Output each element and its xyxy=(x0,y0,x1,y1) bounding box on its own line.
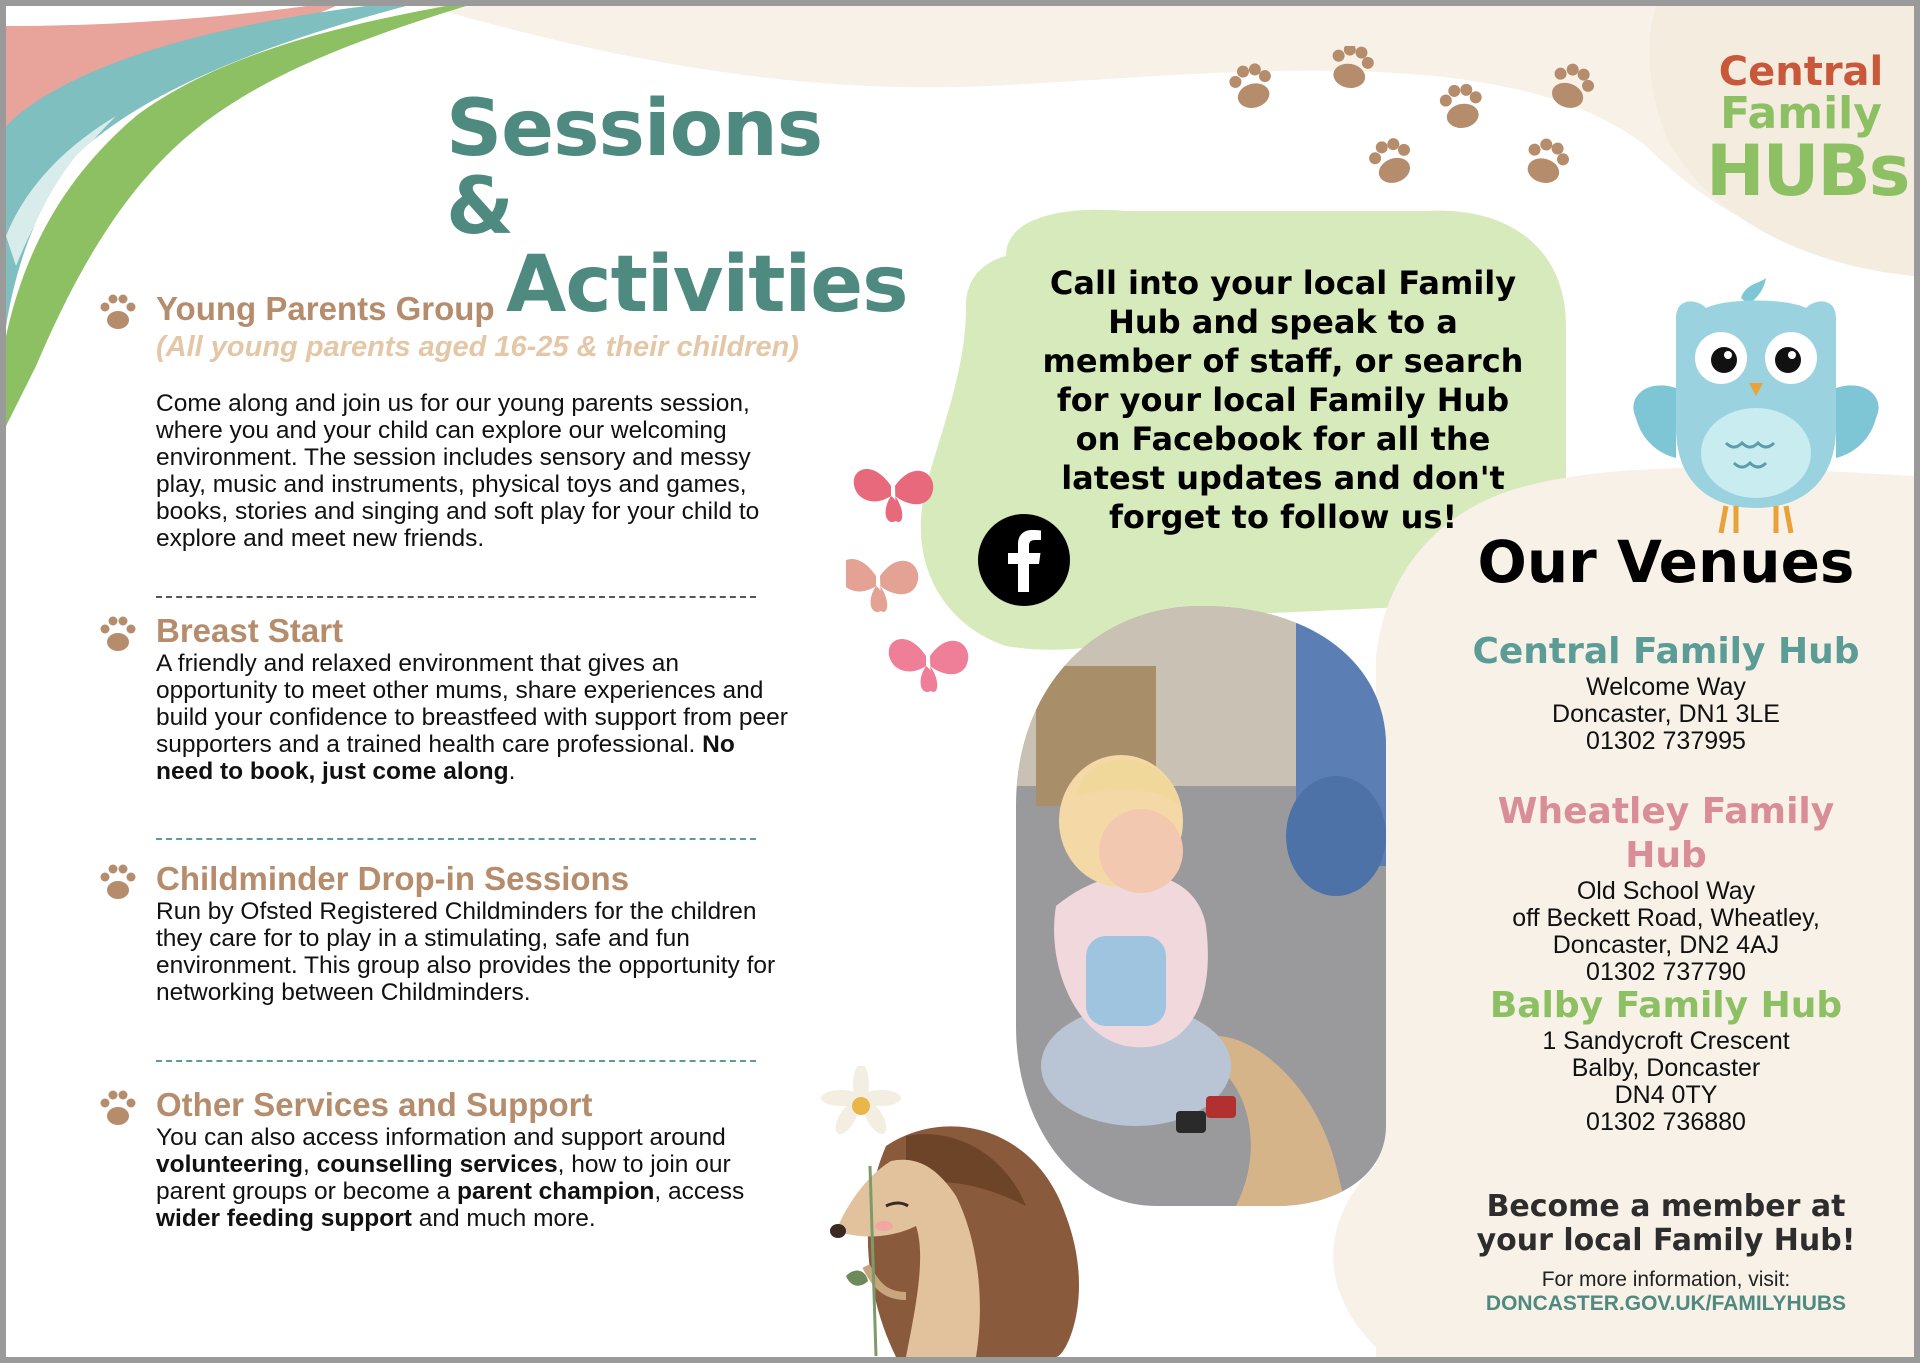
paw-icon xyxy=(100,292,136,332)
title-line-1: Sessions & xyxy=(446,84,823,252)
section-young-parents xyxy=(100,290,800,552)
venue-name: Wheatley Family Hub xyxy=(1497,791,1835,876)
body-bold-text: parent champion xyxy=(457,1178,655,1205)
butterflies-decoration xyxy=(846,446,976,696)
section-breast-start xyxy=(100,612,800,785)
body-bold-text: counselling services xyxy=(316,1151,558,1178)
section-heading: Childminder Drop-in Sessions xyxy=(156,860,630,897)
venues-title: Our Venues xyxy=(1477,528,1855,596)
body-text: , access xyxy=(654,1178,745,1205)
logo-line-central: Central xyxy=(1718,49,1884,95)
body-bold-text: volunteering xyxy=(156,1151,304,1178)
venue-name: Central Family Hub xyxy=(1472,631,1860,672)
venue-address-line: Old School Way xyxy=(1576,877,1756,905)
section-heading: Other Services and Support xyxy=(156,1086,593,1123)
facebook-icon[interactable] xyxy=(976,512,1072,608)
venue-address-line: Doncaster, DN1 3LE xyxy=(1552,700,1780,728)
venue-phone: 01302 737790 xyxy=(1586,958,1746,986)
venue-balby xyxy=(1451,984,1881,1136)
section-subheading: (All young parents aged 16-25 & their children) xyxy=(156,331,799,363)
section-other-services xyxy=(100,1086,800,1232)
section-heading: Young Parents Group xyxy=(156,290,495,327)
venue-phone: 01302 736880 xyxy=(1586,1108,1746,1136)
page-title xyxy=(446,84,908,330)
body-bold-text: No need to book, just come along xyxy=(156,731,735,785)
venue-address-line: Welcome Way xyxy=(1586,673,1746,701)
membership-line-1: Become a member at xyxy=(1486,1189,1846,1224)
venue-address-line: Doncaster, DN2 4AJ xyxy=(1552,931,1780,959)
membership-callout xyxy=(1446,1190,1886,1258)
venue-address-line: DN4 0TY xyxy=(1614,1081,1718,1109)
website-link[interactable]: DONCASTER.GOV.UK/FAMILYHUBS xyxy=(1485,1292,1847,1315)
section-divider xyxy=(156,838,756,840)
venue-wheatley xyxy=(1451,790,1881,986)
venue-phone: 01302 737995 xyxy=(1586,727,1746,755)
section-body xyxy=(156,650,796,785)
venue-name: Balby Family Hub xyxy=(1489,985,1843,1026)
section-childminder xyxy=(100,860,800,1006)
leaflet-page xyxy=(6,6,1914,1357)
body-text-end: . xyxy=(508,758,516,785)
section-divider xyxy=(156,596,756,598)
body-text: , how to join our parent groups or become a xyxy=(156,1151,731,1205)
paw-icon xyxy=(100,1088,136,1128)
membership-line-2: your local Family Hub! xyxy=(1476,1223,1856,1258)
body-text: , xyxy=(303,1151,317,1178)
facebook-callout-text: Call into your local Family Hub and speak to a member of staff, or search for your local Family Hub on Facebook for all the latest updates and don't forget to follow us! xyxy=(1042,264,1524,536)
logo-line-family: Family xyxy=(1720,88,1882,139)
hedgehog-illustration xyxy=(806,1066,1136,1357)
section-divider xyxy=(156,1060,756,1062)
logo-line-hubs: HUBs xyxy=(1706,130,1909,212)
central-family-hubs-logo xyxy=(1706,49,1909,212)
body-text: You can also access information and support around xyxy=(156,1124,726,1151)
section-body: Come along and join us for our young parents session, where you and your child can explore our welcoming environment. The session includes sensory and messy play, music and instruments, physical toys and games, books, stories and singing and soft play for your child to explore and meet new friends. xyxy=(156,390,760,552)
more-info-label: For more information, visit: xyxy=(1541,1268,1791,1291)
body-bold-text: wider feeding support xyxy=(156,1205,412,1232)
body-text: and much more. xyxy=(411,1205,596,1232)
paw-icon xyxy=(100,862,136,902)
section-body: Run by Ofsted Registered Childminders for the children they care for to play in a stimulating, safe and fun environment. This group also provides the opportunity for networking between Childminders. xyxy=(156,898,776,1006)
title-line-2: Activities xyxy=(506,240,908,330)
paw-prints-decoration xyxy=(1221,46,1601,196)
owl-illustration xyxy=(1616,278,1896,538)
venue-address-line: 1 Sandycroft Crescent xyxy=(1542,1027,1790,1055)
section-body xyxy=(156,1124,796,1232)
paw-icon xyxy=(100,614,136,654)
venue-address-line: Balby, Doncaster xyxy=(1571,1054,1761,1082)
body-text: A friendly and relaxed environment that gives an opportunity to meet other mums, share experiences and build your confidence to breastfeed with support from peer supporters and a trained health care professional. xyxy=(156,650,788,758)
section-heading: Breast Start xyxy=(156,612,344,649)
venue-central xyxy=(1451,630,1881,755)
venue-address-line: off Beckett Road, Wheatley, xyxy=(1512,904,1820,932)
